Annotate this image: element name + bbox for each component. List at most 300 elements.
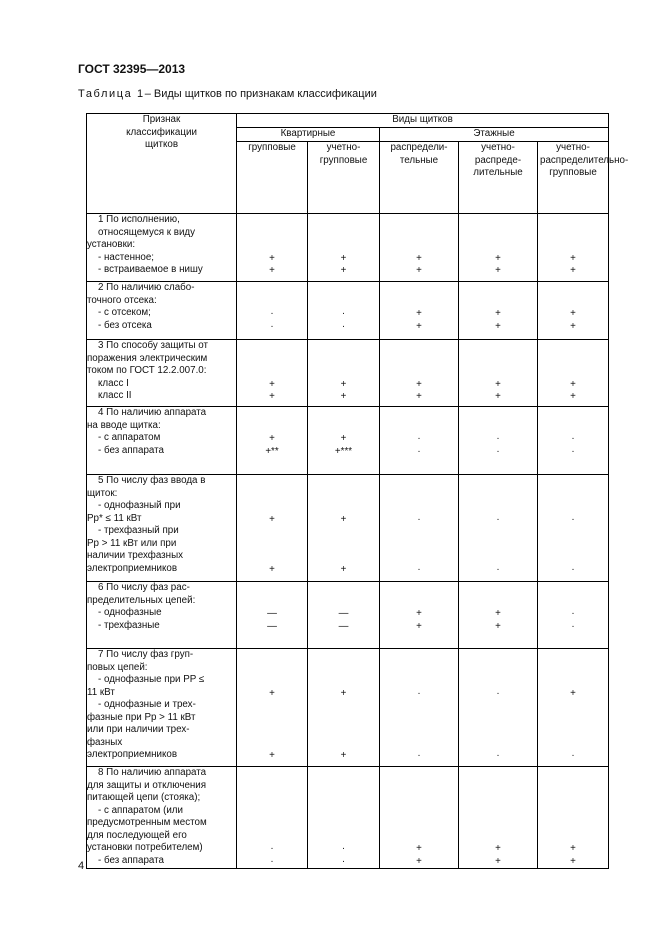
mark-value: · (417, 445, 421, 457)
mark-value (459, 296, 537, 309)
mark-value (308, 675, 379, 688)
criterion-cell (87, 582, 237, 649)
mark-cell (237, 767, 308, 869)
mark-value (237, 240, 307, 253)
mark-value: — (338, 620, 349, 632)
mark-cell (308, 767, 380, 869)
mark-value (237, 228, 307, 241)
mark-value (380, 650, 458, 663)
mark-value (538, 501, 608, 514)
mark-value (237, 583, 307, 596)
mark-value (538, 793, 608, 806)
mark-value: + (416, 843, 422, 854)
mark-value (237, 421, 307, 434)
mark-value (380, 806, 458, 819)
criterion-line: - однофазные и трех- (98, 699, 196, 710)
criterion-line: - без отсека (98, 319, 152, 331)
mark-value: + (570, 378, 576, 390)
mark-value: + (340, 687, 347, 699)
mark-value (380, 296, 458, 309)
mark-value (308, 408, 379, 421)
mark-value: + (570, 252, 576, 264)
criterion-line: - без аппарата (98, 854, 164, 866)
mark-cell (459, 214, 538, 282)
mark-value: + (570, 855, 576, 867)
mark-value (459, 501, 537, 514)
mark-value (308, 501, 379, 514)
criterion-line: щиток: (87, 487, 118, 499)
criterion-line: для защиты и отключения (87, 779, 207, 791)
mark-value: + (570, 308, 576, 319)
mark-cell (237, 582, 308, 649)
mark-value (459, 366, 537, 379)
mark-value (380, 663, 458, 676)
mark-value: + (495, 855, 501, 867)
mark-value (237, 768, 307, 781)
mark-value (538, 675, 608, 688)
criterion-cell (87, 214, 237, 282)
mark-value: · (571, 513, 575, 525)
mark-value (380, 366, 458, 379)
mark-value (459, 831, 537, 844)
mark-cell (237, 340, 308, 407)
mark-value (459, 596, 537, 609)
mark-cell (237, 282, 308, 340)
page-number: 4 (78, 860, 85, 872)
criterion-cell (87, 407, 237, 475)
mark-value: · (341, 855, 346, 867)
mark-value: + (340, 265, 347, 276)
mark-value (459, 341, 537, 354)
mark-value (538, 725, 608, 738)
mark-value (237, 650, 307, 663)
mark-value: + (340, 563, 347, 575)
mark-value (538, 539, 608, 552)
criterion-line: - без аппарата (98, 444, 164, 456)
mark-value (538, 354, 608, 367)
mark-cell (237, 214, 308, 282)
mark-value (308, 476, 379, 489)
mark-value (380, 818, 458, 831)
criterion-line: 2 По наличию слабо- (98, 282, 195, 293)
mark-value: + (340, 513, 347, 525)
mark-value: + (495, 308, 501, 319)
mark-value: · (571, 608, 575, 619)
mark-value (308, 583, 379, 596)
mark-value: + (416, 378, 422, 390)
mark-value: + (416, 265, 422, 276)
mark-value (308, 713, 379, 726)
mark-value: + (495, 843, 501, 854)
criterion-line: фазных (87, 736, 123, 748)
mark-value (308, 539, 379, 552)
mark-value (538, 596, 608, 609)
criterion-cell (87, 282, 237, 340)
mark-value (380, 781, 458, 794)
mark-value (459, 738, 537, 751)
mark-value: + (340, 252, 347, 264)
criterion-line: - однофазные (98, 607, 162, 618)
mark-value (308, 738, 379, 751)
mark-value (237, 526, 307, 539)
mark-value: · (496, 750, 500, 761)
mark-value: + (269, 252, 275, 264)
criterion-line: - встраиваемое в нишу (98, 264, 203, 275)
header-sub-0-text: групповые (248, 142, 296, 153)
mark-cell (380, 340, 459, 407)
criterion-line: пределительных цепей: (87, 594, 196, 606)
mark-cell (380, 214, 459, 282)
mark-value (459, 408, 537, 421)
mark-cell (538, 214, 609, 282)
mark-cell (538, 649, 609, 767)
mark-value (538, 806, 608, 819)
mark-value (237, 806, 307, 819)
mark-value (459, 526, 537, 539)
mark-value (538, 240, 608, 253)
mark-value (380, 738, 458, 751)
mark-value: + (495, 378, 501, 390)
mark-cell (237, 475, 308, 582)
mark-value (308, 725, 379, 738)
header-sub-0 (237, 142, 308, 214)
mark-value (459, 228, 537, 241)
mark-value (237, 296, 307, 309)
mark-value (380, 489, 458, 502)
mark-cell (459, 282, 538, 340)
mark-value (538, 366, 608, 379)
mark-cell (538, 475, 609, 582)
header-criterion (87, 114, 237, 214)
criterion-line: повых цепей: (87, 661, 148, 673)
mark-value (308, 366, 379, 379)
mark-value: · (341, 320, 346, 332)
mark-cell (380, 475, 459, 582)
mark-value: · (417, 687, 421, 699)
mark-value (308, 806, 379, 819)
mark-value: + (495, 265, 501, 276)
mark-value: + (570, 391, 576, 402)
mark-value (538, 215, 608, 228)
mark-value (308, 781, 379, 794)
table-row (87, 214, 609, 282)
mark-value (459, 421, 537, 434)
mark-value: + (269, 750, 275, 761)
mark-value: · (496, 445, 500, 457)
mark-value: · (417, 563, 421, 575)
criterion-line: - однофазные при PP ≤ (98, 674, 205, 685)
mark-value: · (571, 620, 575, 632)
mark-value (380, 583, 458, 596)
criterion-line: - трехфазные (98, 619, 160, 631)
mark-value (308, 818, 379, 831)
mark-value: · (270, 855, 274, 867)
criterion-cell (87, 649, 237, 767)
mark-value: + (269, 391, 275, 402)
mark-value (459, 675, 537, 688)
criterion-line: - с отсеком; (98, 307, 151, 318)
mark-value (237, 341, 307, 354)
mark-value (237, 366, 307, 379)
criterion-line: 8 По наличию аппарата (98, 767, 207, 778)
mark-value: · (270, 308, 274, 319)
mark-cell (538, 767, 609, 869)
mark-cell (380, 649, 459, 767)
criterion-line: для последующей его (87, 829, 187, 841)
criterion-line: 4 По наличию аппарата (98, 407, 207, 418)
mark-value (237, 831, 307, 844)
mark-value (459, 489, 537, 502)
criterion-line: - с аппаратом (или (98, 804, 184, 816)
criterion-line: электроприемников (87, 749, 178, 760)
criterion-line: поражения электрическим (87, 352, 208, 364)
header-sub-3-text: учетно-распреде-лительные (473, 142, 523, 178)
mark-value (459, 354, 537, 367)
mark-value (538, 713, 608, 726)
mark-cell (308, 282, 380, 340)
mark-value (459, 215, 537, 228)
mark-value (538, 781, 608, 794)
criterion-line: 3 По способу защиты от (98, 340, 208, 351)
mark-cell (308, 582, 380, 649)
mark-value: + (416, 320, 422, 332)
mark-cell (380, 282, 459, 340)
mark-cell (308, 340, 380, 407)
mark-value (308, 768, 379, 781)
mark-cell (380, 767, 459, 869)
mark-cell (308, 214, 380, 282)
mark-value (237, 501, 307, 514)
document-title: ГОСТ 32395—2013 (78, 62, 186, 76)
criterion-line: 5 По числу фаз ввода в (98, 475, 206, 486)
mark-value: · (571, 433, 575, 444)
criterion-line: 1 По исполнению, (98, 214, 180, 225)
mark-value: +*** (334, 445, 353, 457)
mark-value (538, 489, 608, 502)
mark-value (459, 650, 537, 663)
header-sub-1-text: учетно-групповые (319, 142, 368, 166)
mark-value (237, 738, 307, 751)
mark-value: + (340, 378, 347, 390)
mark-value (308, 228, 379, 241)
criterion-line: - с аппаратом (98, 432, 161, 443)
mark-value (308, 831, 379, 844)
mark-cell (380, 407, 459, 475)
mark-cell (308, 649, 380, 767)
mark-value (308, 793, 379, 806)
mark-cell (459, 407, 538, 475)
mark-value (459, 551, 537, 564)
mark-value: · (341, 843, 346, 854)
criterion-line: 6 По числу фаз рас- (98, 582, 190, 593)
header-criterion-text: Признак классификации щитков (126, 114, 197, 150)
mark-value (459, 806, 537, 819)
header-group-floor: Этажные (380, 128, 609, 142)
mark-value (237, 408, 307, 421)
criterion-cell (87, 475, 237, 582)
mark-value (459, 663, 537, 676)
mark-value (380, 831, 458, 844)
mark-value (237, 551, 307, 564)
mark-value: + (340, 750, 347, 761)
mark-value (237, 818, 307, 831)
mark-value (237, 713, 307, 726)
mark-value (380, 408, 458, 421)
mark-value (538, 296, 608, 309)
mark-value (380, 240, 458, 253)
table-caption-text: – Виды щитков по признакам классификации (144, 88, 377, 100)
mark-value (237, 675, 307, 688)
mark-value (380, 354, 458, 367)
mark-cell (538, 282, 609, 340)
header-sub-4-text: учетно-распределительно-групповые (540, 142, 629, 178)
criterion-line: 7 По числу фаз груп- (98, 649, 194, 660)
mark-value (380, 341, 458, 354)
mark-value (459, 725, 537, 738)
mark-value: · (496, 433, 500, 444)
mark-value (380, 283, 458, 296)
header-kinds: Виды щитков (237, 114, 609, 128)
mark-value (538, 283, 608, 296)
criterion-line: Pp > 11 кВт или при (87, 537, 177, 549)
mark-value (380, 675, 458, 688)
mark-value (237, 663, 307, 676)
mark-value (308, 663, 379, 676)
mark-cell (308, 407, 380, 475)
mark-value (538, 526, 608, 539)
mark-value: + (495, 620, 501, 632)
mark-value (538, 408, 608, 421)
mark-cell (538, 340, 609, 407)
mark-value: +** (265, 445, 279, 457)
mark-value (538, 650, 608, 663)
mark-value (538, 421, 608, 434)
mark-value: + (495, 391, 501, 402)
criterion-line: 11 кВт (87, 686, 115, 698)
mark-value (459, 713, 537, 726)
criterion-line: током по ГОСТ 12.2.007.0: (87, 365, 207, 376)
mark-value (538, 228, 608, 241)
mark-value: + (340, 433, 347, 444)
table-caption-label: Таблица 1 (78, 88, 145, 100)
mark-value (459, 583, 537, 596)
mark-value (538, 818, 608, 831)
criterion-line: наличии трехфазных (87, 550, 184, 561)
header-row-1 (87, 114, 609, 128)
table-row (87, 282, 609, 340)
mark-cell (538, 407, 609, 475)
criterion-line: класс I (98, 377, 129, 389)
mark-value (380, 700, 458, 713)
mark-value (237, 283, 307, 296)
criterion-line: установки потребителем) (87, 842, 203, 853)
mark-value (308, 700, 379, 713)
mark-value (308, 215, 379, 228)
table-row (87, 340, 609, 407)
mark-value (380, 713, 458, 726)
mark-value (237, 793, 307, 806)
mark-value (308, 283, 379, 296)
mark-value: · (417, 750, 421, 761)
mark-value: · (571, 445, 575, 457)
criterion-line: электроприемников (87, 562, 178, 574)
criterion-line: класс II (98, 390, 132, 401)
mark-value (459, 283, 537, 296)
table-row (87, 767, 609, 869)
header-sub-2 (380, 142, 459, 214)
criterion-line: фазные при Pp > 11 кВт (87, 711, 196, 723)
mark-value: + (495, 608, 501, 619)
mark-value (380, 215, 458, 228)
criterion-line: - однофазный при (98, 500, 181, 511)
mark-value: + (269, 687, 275, 699)
mark-value (538, 341, 608, 354)
mark-value (308, 354, 379, 367)
mark-value: + (416, 252, 422, 264)
mark-value: · (417, 433, 421, 444)
table-row (87, 407, 609, 475)
mark-value: + (416, 620, 422, 632)
mark-value (459, 793, 537, 806)
criterion-line: или при наличии трех- (87, 724, 190, 735)
mark-value: + (416, 608, 422, 619)
mark-value: + (570, 843, 576, 854)
mark-value (459, 781, 537, 794)
mark-value (538, 663, 608, 676)
criterion-line: Pp* ≤ 11 кВт (87, 512, 142, 524)
mark-value: + (269, 265, 275, 276)
mark-value (308, 341, 379, 354)
mark-value: · (496, 513, 500, 525)
mark-cell (459, 649, 538, 767)
mark-cell (459, 475, 538, 582)
mark-value: · (417, 513, 421, 525)
mark-value: + (269, 433, 275, 444)
mark-value (459, 240, 537, 253)
mark-value (237, 489, 307, 502)
mark-value: · (496, 687, 500, 699)
mark-value: + (416, 391, 422, 402)
mark-value: + (340, 391, 347, 402)
mark-value (237, 700, 307, 713)
mark-value: + (570, 687, 576, 699)
mark-cell (459, 582, 538, 649)
mark-value (308, 296, 379, 309)
mark-value: · (496, 563, 500, 575)
mark-cell (380, 582, 459, 649)
mark-value: — (267, 620, 277, 632)
mark-value (538, 738, 608, 751)
mark-value (308, 596, 379, 609)
mark-value (237, 215, 307, 228)
mark-value (308, 421, 379, 434)
mark-value (237, 725, 307, 738)
mark-cell (308, 475, 380, 582)
table-caption (78, 88, 377, 100)
mark-value (237, 476, 307, 489)
mark-value: + (570, 265, 576, 276)
mark-value (538, 768, 608, 781)
mark-value (380, 501, 458, 514)
mark-value (308, 489, 379, 502)
mark-value (380, 228, 458, 241)
mark-cell (459, 767, 538, 869)
criterion-line: установки: (87, 239, 136, 250)
header-sub-1 (308, 142, 380, 214)
mark-value: + (416, 855, 422, 867)
table-row (87, 582, 609, 649)
mark-cell (538, 582, 609, 649)
